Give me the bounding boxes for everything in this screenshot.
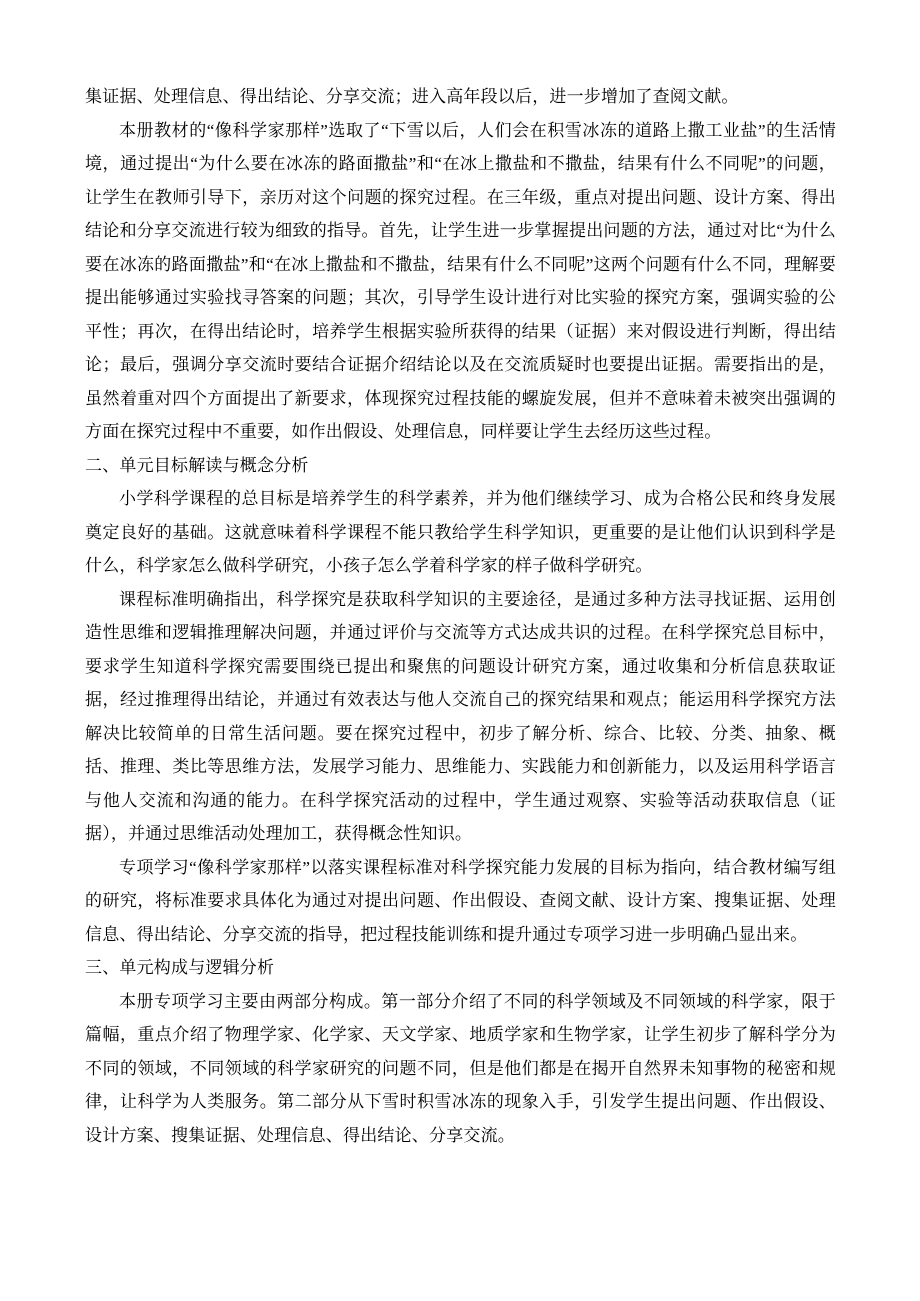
- continuation-paragraph: 集证据、处理信息、得出结论、分享交流；进入高年段以后，进一步增加了查阅文献。: [85, 87, 739, 106]
- body-paragraph: 课程标准明确指出，科学探究是获取科学知识的主要途径，是通过多种方法寻找证据、运用创造性思维和逻辑推理解决问题，并通过评价与交流等方式达成共识的过程。在科学探究总目标中，要求学生知道科学探究需要围绕已提出和聚焦的问题设计研究方案，通过收集和分析信息获取证据，经过推理得出结论，并通过有效表达与他人交流自己的探究结果和观点；能运用科学探究方法解决比较简单的日常生活问题。要在探究过程中，初步了解分析、综合、比较、分类、抽象、概括、推理、类比等思维方法，发展学习能力、思维能力、实践能力和创新能力，以及运用科学语言与他人交流和沟通的能力。在科学探究活动的过程中，学生通过观察、实验等活动获取信息（证据），并通过思维活动处理加工，获得概念性知识。: [85, 589, 836, 843]
- body-paragraph: 专项学习“像科学家那样”以落实课程标准对科学探究能力发展的目标为指向，结合教材编写组的研究，将标准要求具体化为通过对提出问题、作出假设、查阅文献、设计方案、搜集证据、处理信息、得出结论、分享交流的指导，把过程技能训练和提升通过专项学习进一步明确凸显出来。: [85, 857, 836, 944]
- section-heading: 二、单元目标解读与概念分析: [85, 455, 309, 475]
- body-paragraph: 小学科学课程的总目标是培养学生的科学素养，并为他们继续学习、成为合格公民和终身发展奠定良好的基础。这就意味着科学课程不能只教给学生科学知识，更重要的是让他们认识到科学是什么，科学家怎么做科学研究，小孩子怎么学着科学家的样子做科学研究。: [85, 489, 836, 575]
- body-paragraph: 本册专项学习主要由两部分构成。第一部分介绍了不同的科学领域及不同领域的科学家，限于篇幅，重点介绍了物理学家、化学家、天文学家、地质学家和生物学家，让学生初步了解科学分为不同的领域，不同领域的科学家研究的问题不同，但是他们都是在揭开自然界未知事物的秘密和规律，让科学为人类服务。第二部分从下雪时积雪冰冻的现象入手，引发学生提出问题、作出假设、设计方案、搜集证据、处理信息、得出结论、分享交流。: [85, 991, 836, 1145]
- section-heading: 三、单元构成与逻辑分析: [85, 958, 275, 977]
- body-paragraph: 本册教材的“像科学家那样”选取了“下雪以后，人们会在积雪冰冻的道路上撒工业盐”的生活情境，通过提出“为什么要在冰冻的路面撒盐”和“在冰上撒盐和不撒盐，结果有什么不同呢”的问题，让学生在教师引导下，亲历对这个问题的探究过程。在三年级，重点对提出问题、设计方案、得出结论和分享交流进行较为细致的指导。首先，让学生进一步掌握提出问题的方法，通过对比“为什么要在冰冻的路面撒盐”和“在冰上撒盐和不撒盐，结果有什么不同呢”这两个问题有什么不同，理解要提出能够通过实验找寻答案的问题；其次，引导学生设计进行对比实验的探究方案，强调实验的公平性；再次，在得出结论时，培养学生根据实验所获得的结果（证据）来对假设进行判断，得出结论；最后，强调分享交流时要结合证据介绍结论以及在交流质疑时也要提出证据。需要指出的是，虽然着重对四个方面提出了新要求，体现探究过程技能的螺旋发展，但并不意味着未被突出强调的方面在探究过程中不重要，如作出假设、处理信息，同样要让学生去经历这些过程。: [85, 120, 836, 441]
- document-body: [85, 80, 836, 1152]
